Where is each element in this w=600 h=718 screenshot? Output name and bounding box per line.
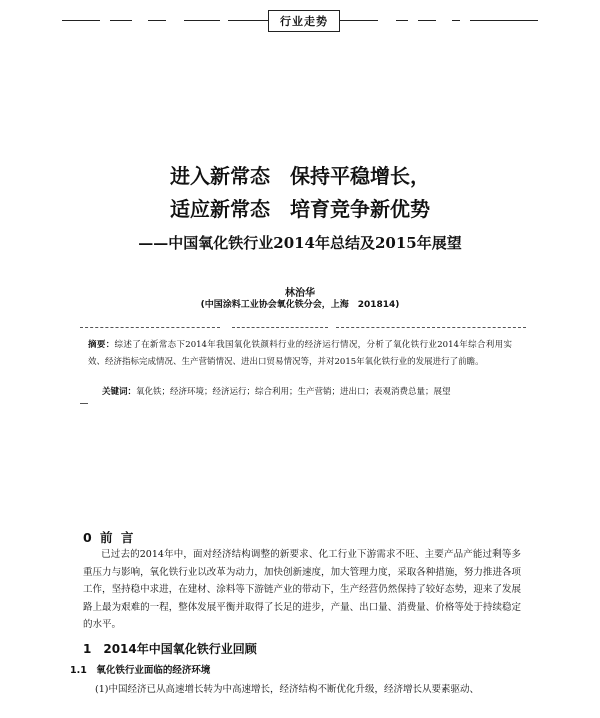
abstract-rule-2 — [232, 327, 328, 328]
header-rule-left-2 — [110, 20, 132, 21]
keywords-label: 关键词： — [102, 387, 137, 397]
keywords-text: 氧化铁；经济环境；经济运行；综合利用；生产营销；进出口；表观消费总量；展望 — [136, 387, 451, 397]
header-rule-right-2 — [396, 20, 408, 21]
header-rule-left-3 — [148, 20, 166, 21]
abstract-rule-1 — [80, 327, 220, 328]
intro-paragraph-text: 已过去的2014年中，面对经济结构调整的新要求、化工行业下游需求不旺、主要产品产能过剩等多重压力与影响，氧化铁行业以改革为动力，加快创新速度，加大管理力度，采取各种措施，努力推进各项工作，坚持稳中求进，在建材、涂料等下游链产业的带动下，生产经营仍然保持了较好态势，迎来了发展路上最为艰难的一程，整体发展平衡并取得了长足的进步，产量、出口量、消费量、价格等处于持续稳定的水平。 — [83, 549, 521, 631]
abstract-text: 综述了在新常态下2014年我国氧化铁颜料行业的经济运行情况，分析了氧化铁行业2014年综合利用实效、经济指标完成情况、生产营销情况、进出口贸易情况等，并对2015年氧化铁行业的发展进行了前瞻。 — [88, 340, 512, 367]
header-rule-left-4 — [184, 20, 220, 21]
abstract-label: 摘要： — [88, 340, 115, 350]
header-rule-right-1 — [340, 20, 378, 21]
header-rule-left-5 — [228, 20, 268, 21]
keywords-rule — [80, 403, 88, 404]
header-rule-right-5 — [470, 20, 538, 21]
keywords — [102, 386, 512, 398]
header-rule-left-1 — [62, 20, 100, 21]
section-tag: 行业走势 — [268, 10, 340, 32]
header-rule-right-3 — [418, 20, 436, 21]
section-1-1-heading: 1.1 氧化铁行业面临的经济环境 — [70, 665, 211, 676]
abstract-rule-3 — [336, 327, 526, 328]
author: 林治华 — [285, 288, 315, 299]
section-1-1-text: (1)中国经济已从高速增长转为中高速增长，经济结构不断优化升级，经济增长从要素驱动、 — [95, 684, 479, 695]
subtitle: ——中国氧化铁行业2014年总结及2015年展望 — [138, 234, 462, 252]
title-line-1: 进入新常态 保持平稳增长， — [170, 164, 430, 188]
section-1-heading: 1 2014年中国氧化铁行业回顾 — [83, 642, 257, 656]
header-rule-right-4 — [452, 20, 460, 21]
intro-heading: 0 前 言 — [83, 530, 136, 545]
affiliation: (中国涂料工业协会氧化铁分会，上海 201814) — [200, 300, 400, 310]
title-line-2: 适应新常态 培育竞争新优势 — [170, 197, 430, 221]
abstract — [88, 337, 512, 371]
intro-paragraph — [83, 546, 521, 634]
